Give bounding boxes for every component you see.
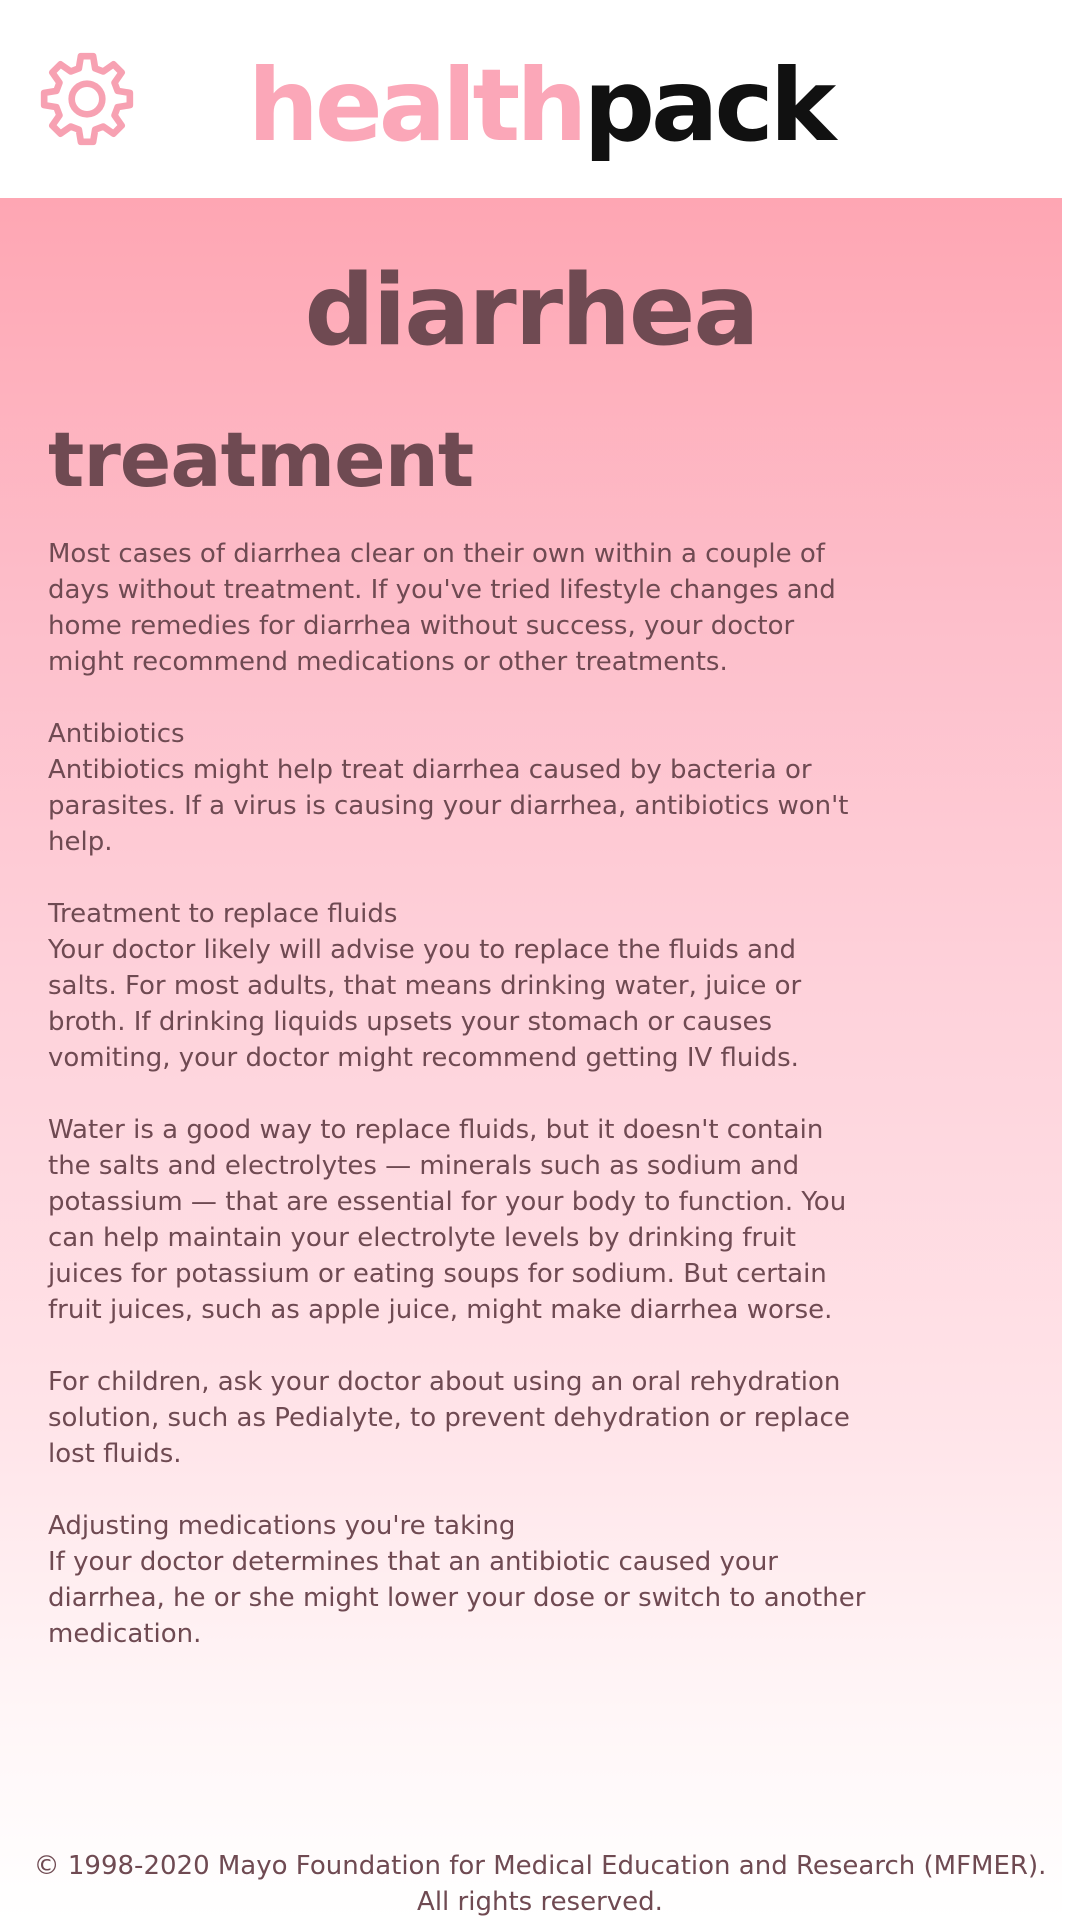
antibiotics-text: Antibiotics might help treat diarrhea caused by bacteria or parasites. If a virus is causing your diarrhea, antibiotics won't help. — [48, 755, 849, 857]
content-panel — [0, 198, 1062, 1920]
intro-paragraph: Most cases of diarrhea clear on their own within a couple of days without treatment. If you've tried lifestyle changes and home remedies for diarrhea without success, your doctor might recommend medications or other treatments. — [48, 539, 836, 677]
copyright-line: © 1998-2020 Mayo Foundation for Medical Education and Research (MFMER). — [33, 1851, 1047, 1881]
logo-pack: pack — [583, 47, 833, 164]
section-title: treatment — [48, 415, 474, 504]
water-paragraph: Water is a good way to replace fluids, but it doesn't contain the salts and electrolytes — minerals such as sodium and potassium — that are essential for your body to function. You can help maintain your electrolyte levels by drinking fruit juices for potassium or eating soups for sodium. But certain fruit juices, such as apple juice, might make diarrhea worse. — [48, 1115, 847, 1325]
medications-section — [48, 1508, 868, 1652]
medications-heading: Adjusting medications you're taking — [48, 1511, 516, 1541]
logo-health: health — [247, 47, 584, 164]
medications-text: If your doctor determines that an antibiotic caused your diarrhea, he or she might lower your dose or switch to another medication. — [48, 1547, 866, 1649]
antibiotics-section — [48, 716, 868, 860]
rights-line: All rights reserved. — [417, 1887, 663, 1917]
page-title: diarrhea — [304, 254, 758, 368]
copyright-footer — [0, 1848, 1080, 1920]
children-paragraph: For children, ask your doctor about using an oral rehydration solution, such as Pedialyte, to prevent dehydration or replace lost fluids. — [48, 1367, 850, 1469]
fluids-text: Your doctor likely will advise you to replace the fluids and salts. For most adults, that means drinking water, juice or broth. If drinking liquids upsets your stomach or causes vomiting, your doctor might recommend getting IV fluids. — [48, 935, 802, 1073]
fluids-section — [48, 896, 868, 1076]
app-logo — [0, 47, 1080, 164]
antibiotics-heading: Antibiotics — [48, 719, 185, 749]
fluids-heading: Treatment to replace fluids — [48, 899, 398, 929]
treatment-body — [48, 536, 868, 1688]
app-header — [0, 0, 1080, 198]
